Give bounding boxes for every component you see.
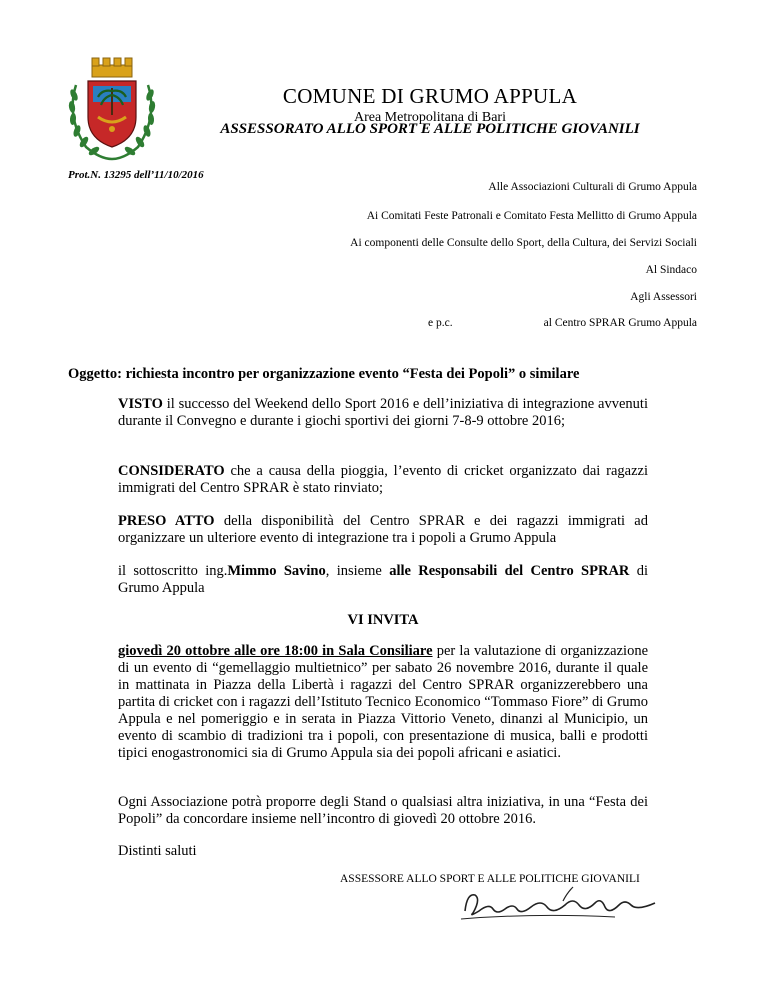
recipient-line: Ai componenti delle Consulte dello Sport, della Cultura, dei Servizi Sociali	[350, 237, 697, 249]
paragraph-ogni: Ogni Associazione potrà proporre degli Stand o qualsiasi altra iniziativa, in una “Festa dei Popoli” da concordare insieme nell’incontro di giovedì 20 ottobre 2016.	[118, 794, 648, 827]
recipient-line: Al Sindaco	[645, 264, 697, 276]
recipient-line: Ai Comitati Feste Patronali e Comitato Festa Mellitto di Grumo Appula	[366, 210, 697, 222]
paragraph-lead: VISTO	[118, 396, 163, 412]
paragraph-text: della disponibilità del Centro SPRAR e dei ragazzi immigrati ad organizzare un ulteriore evento di integrazione tra i popoli a Grumo Appula	[118, 513, 648, 546]
paragraph-lead: PRESO ATTO	[118, 513, 215, 529]
protocol-number: Prot.N. 13295 dell’11/10/2016	[68, 169, 204, 181]
meeting-datetime: giovedì 20 ottobre alle ore 18:00 in Sala Consiliare	[118, 643, 433, 659]
paragraph-meeting	[118, 643, 648, 762]
department-title: ASSESSORATO ALLO SPORT E ALLE POLITICHE GIOVANILI	[220, 121, 640, 137]
paragraph-preso-atto	[118, 513, 648, 547]
paragraph-text: che a causa della pioggia, l’evento di cricket organizzato dai ragazzi immigrati del Centro SPRAR è stato rinviato;	[118, 463, 648, 496]
paragraph-lead: CONSIDERATO	[118, 463, 225, 479]
handwritten-signature	[455, 883, 675, 925]
paragraph-sottoscritto	[118, 563, 648, 597]
signature-label: ASSESSORE ALLO SPORT E ALLE POLITICHE GIOVANILI	[340, 873, 640, 885]
cc-recipient: al Centro SPRAR Grumo Appula	[543, 317, 697, 329]
paragraph-text: di Grumo Appula	[118, 563, 649, 596]
paragraph-visto	[118, 396, 648, 430]
subject-line: Oggetto: richiesta incontro per organizzazione evento “Festa dei Popoli” o similare	[68, 366, 580, 382]
cc-label: e p.c.	[428, 317, 453, 329]
coat-of-arms-logo	[62, 55, 162, 165]
closing-greeting: Distinti saluti	[118, 843, 197, 859]
signatory-name: Mimmo Savino	[227, 563, 326, 579]
paragraph-text: il sottoscritto ing.	[118, 563, 228, 579]
invitation-heading: VI INVITA	[347, 612, 419, 628]
recipient-line: Agli Assessori	[630, 291, 697, 303]
municipality-title: COMUNE DI GRUMO APPULA	[282, 84, 578, 108]
sprar-managers: alle Responsabili del Centro SPRAR	[389, 563, 630, 579]
paragraph-text: , insieme	[325, 563, 390, 579]
paragraph-text: il successo del Weekend dello Sport 2016 e dell’iniziativa di integrazione avvenuti durante il Convegno e durante i giochi sportivi dei giorni 7-8-9 ottobre 2016;	[118, 396, 648, 429]
recipient-line: Alle Associazioni Culturali di Grumo Appula	[488, 181, 697, 193]
area-subtitle: Area Metropolitana di Bari	[353, 110, 506, 125]
paragraph-text: per la valutazione di organizzazione di un evento di “gemellaggio multietnico” per sabato 26 novembre 2016, durante il quale in mattinata in Piazza della Libertà i ragazzi del Centro SPRAR organizzerebbero una partita di cricket con i ragazzi dell’Istituto Tecnico Economico “Tommaso Fiore” di Grumo Appula e nel pomeriggio e in serata in Piazza Vittorio Veneto, dinanzi al Municipio, un evento di scambio di tradizioni tra i popoli, con presentazione di musica, balli e prodotti tipici enogastronomici sia di Grumo Appula sia dei popoli africani e asiatici.	[118, 643, 649, 761]
paragraph-considerato	[118, 463, 648, 497]
